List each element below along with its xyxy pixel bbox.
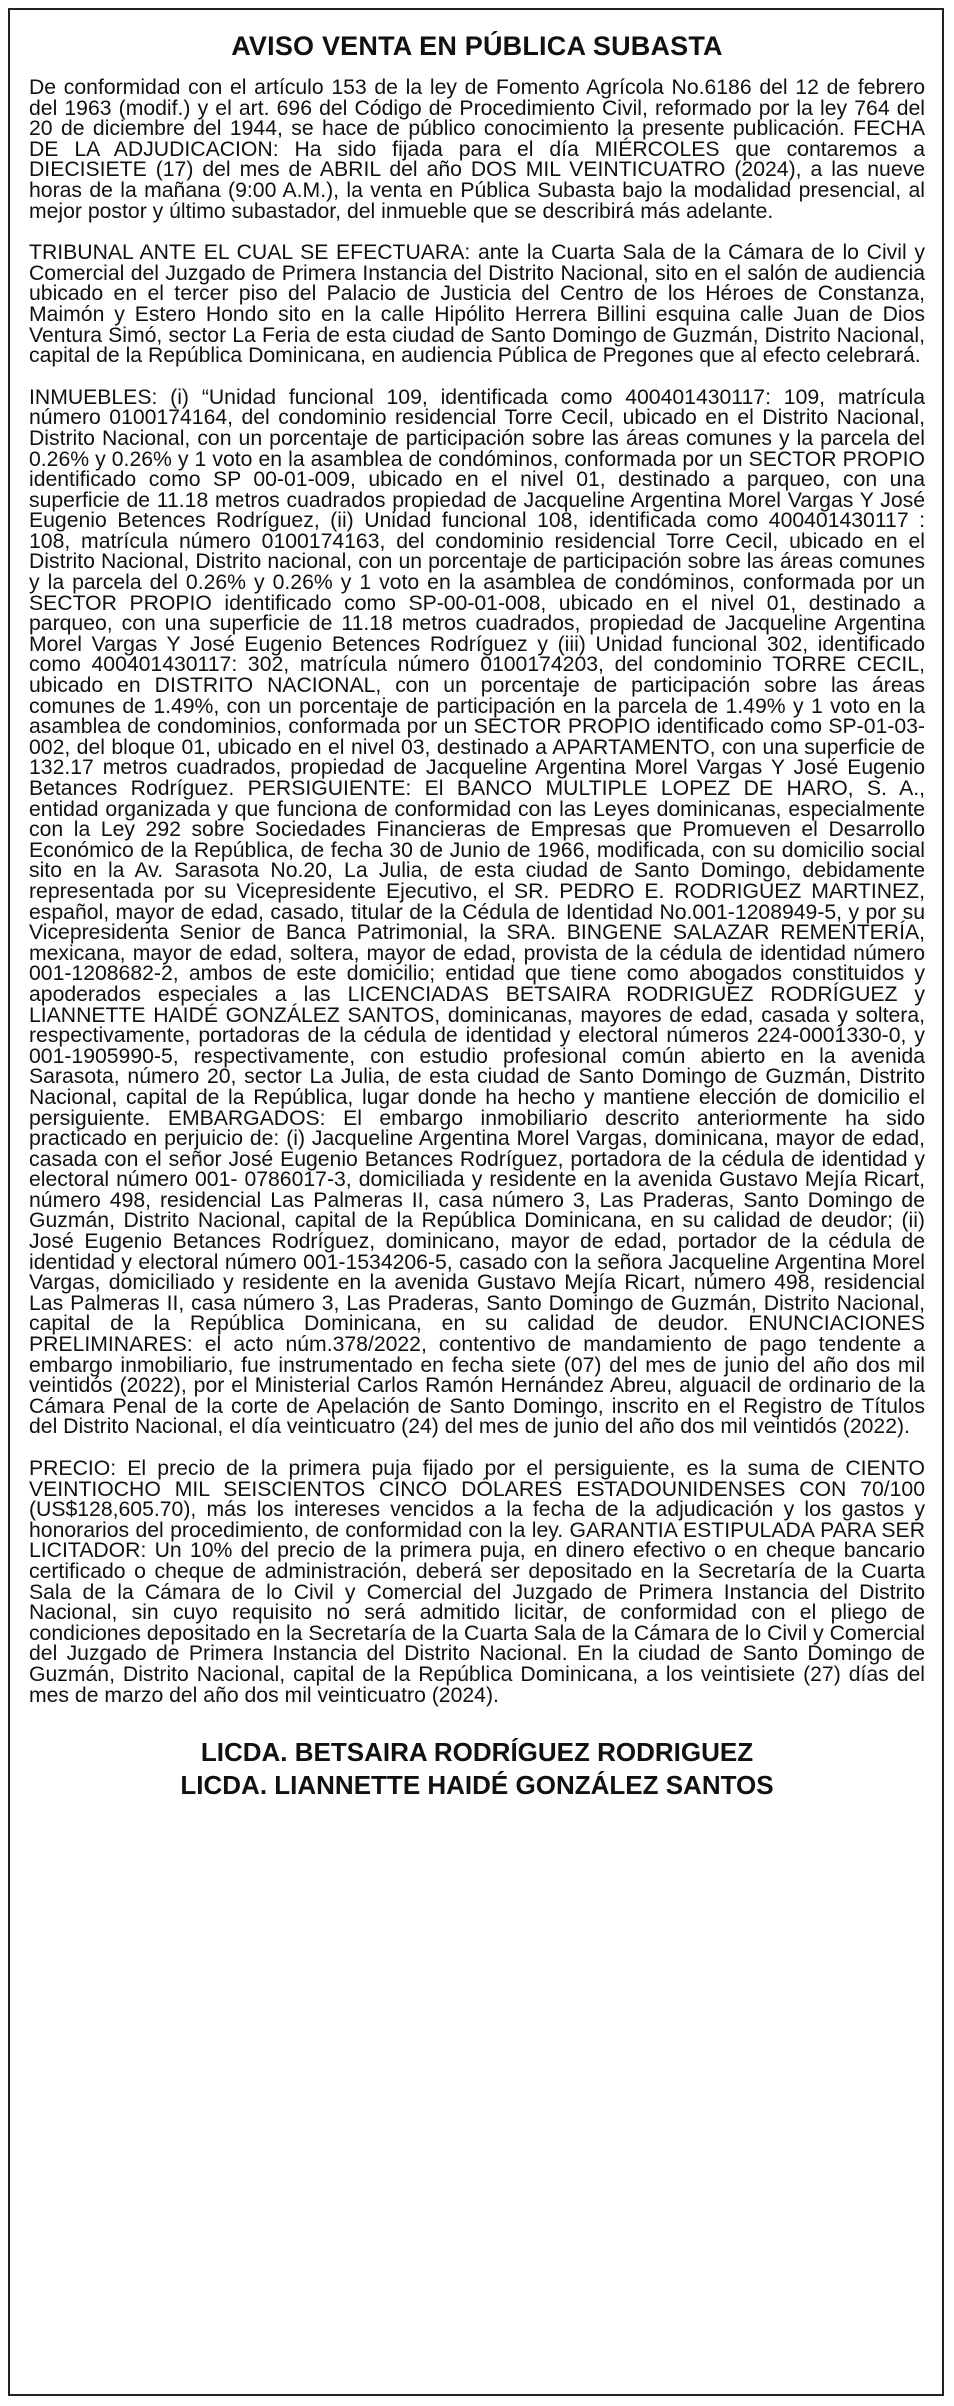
paragraph-adjudication: De conformidad con el artículo 153 de la ley de Fomento Agrícola No.6186 del 12 de febrero del 1963 (modif.) y el art. 696 del Código de Procedimiento Civil, reformado por la ley 764 del 20 de diciembre del 1944, se hace de público conocimiento la presente publicación. FECHA DE LA ADJUDICACION: Ha sido fijada para el día MIÉRCOLES que contaremos a DIECISIETE (17) del mes de ABRIL del año DOS MIL VEINTICUATRO (2024), a las nueve horas de la mañana (9:00 A.M.), la venta en Pública Subasta bajo la modalidad presencial, al mejor postor y último subastador, del inmueble que se describirá más adelante.	[29, 76, 925, 223]
notice-title: AVISO VENTA EN PÚBLICA SUBASTA	[231, 31, 723, 61]
notice-content	[29, 28, 925, 1802]
signature-line-2: LICDA. LIANNETTE HAIDÉ GONZÁLEZ SANTOS	[180, 1770, 774, 1801]
paragraph-tribunal: TRIBUNAL ANTE EL CUAL SE EFECTUARA: ante la Cuarta Sala de la Cámara de lo Civil y Comercial del Juzgado de Primera Instancia del Distrito Nacional, sito en el salón de audiencia ubicado en el tercer piso del Palacio de Justicia del Centro de los Héroes de Constanza, Maimón y Estero Hondo sito en la calle Hipólito Herrera Billini esquina calle Juan de Dios Ventura Simó, sector La Feria de esta ciudad de Santo Domingo de Guzmán, Distrito Nacional, capital de la República Dominicana, en audiencia Pública de Pregones que al efecto celebrará.	[29, 241, 925, 368]
notice-frame	[8, 8, 944, 2396]
paragraph-inmuebles: INMUEBLES: (i) “Unidad funcional 109, identificada como 400401430117: 109, matrícula número 0100174164, del condominio residencial Torre Cecil, ubicado en el Distrito Nacional, Distrito Nacional, con un porcentaje de participación sobre las áreas comunes y la parcela del 0.26% y 0.26% y 1 voto en la asamblea de condóminos, conformada por un SECTOR PROPIO identificado como SP 00-01-009, ubicado en el nivel 01, destinado a parqueo, con una superficie de 11.18 metros cuadrados propiedad de Jacqueline Argentina Morel Vargas Y José Eugenio Betences Rodríguez, (ii) Unidad funcional 108, identificada como 400401430117 : 108, matrícula número 0100174163, del condominio residencial Torre Cecil, ubicado en el Distrito Nacional, Distrito nacional, con un porcentaje de participación sobre las áreas comunes y la parcela del 0.26% y 0.26% y 1 voto en la asamblea de condóminos, conformada por un SECTOR PROPIO identificado como SP-00-01-008, ubicado en el nivel 01, destinado a parqueo, con una superficie de 11.18 metros cuadrados, propiedad de Jacqueline Argentina Morel Vargas Y José Eugenio Betences Rodríguez y (iii) Unidad funcional 302, identificado como 400401430117: 302, matrícula número 0100174203, del condominio TORRE CECIL, ubicado en DISTRITO NACIONAL, con un porcentaje de participación sobre las áreas comunes de 1.49%, con un porcentaje de participación en la parcela de 1.49% y 1 voto en la asamblea de condominios, conformada por un SECTOR PROPIO identificado como SP-01-03-002, del bloque 01, ubicado en el nivel 03, destinado a APARTAMENTO, con una superficie de 132.17 metros cuadrados, propiedad de Jacqueline Argentina Morel Vargas Y José Eugenio Betances Rodríguez. PERSIGUIENTE: El BANCO MULTIPLE LOPEZ DE HARO, S. A., entidad organizada y que funciona de conformidad con las Leyes dominicanas, especialmente con la Ley 292 sobre Sociedades Financieras de Empresas que Promueven el Desarrollo Económico de la República, de fecha 30 de Junio de 1966, modificada, con su domicilio social sito en la Av. Sarasota No.20, La Julia, de esta ciudad de Santo Domingo, debidamente representada por su Vicepresidente Ejecutivo, el SR. PEDRO E. RODRIGUEZ MARTINEZ, español, mayor de edad, casado, titular de la Cédula de Identidad No.001-1208949-5, y por su Vicepresidenta Senior de Banca Patrimonial, la SRA. BINGENE SALAZAR REMENTERÍA, mexicana, mayor de edad, soltera, mayor de edad, provista de la cédula de identidad número 001-1208682-2, ambos de este domicilio; entidad que tiene como abogados constituidos y apoderados especiales a las LICENCIADAS BETSAIRA RODRIGUEZ RODRÍGUEZ y LIANNETTE HAIDÉ GONZÁLEZ SANTOS, dominicanas, mayores de edad, casada y soltera, respectivamente, portadoras de la cédula de identidad y electoral números 224-0001330-0, y 001-1905990-5, respectivamente, con estudio profesional común abierto en la avenida Sarasota, número 20, sector La Julia, de esta ciudad de Santo Domingo de Guzmán, Distrito Nacional, capital de la República, lugar donde ha hecho y mantiene elección de domicilio el persiguiente. EMBARGADOS: El embargo inmobiliario descrito anteriormente ha sido practicado en perjuicio de: (i) Jacqueline Argentina Morel Vargas, dominicana, mayor de edad, casada con el señor José Eugenio Betances Rodríguez, portadora de la cédula de identidad y electoral número 001- 0786017-3, domiciliada y residente en la avenida Gustavo Mejía Ricart, número 498, residencial Las Palmeras II, casa número 3, Las Praderas, Santo Domingo de Guzmán, Distrito Nacional, capital de la República Dominicana, en su calidad de deudor; (ii) José Eugenio Betances Rodríguez, dominicano, mayor de edad, portador de la cédula de identidad y electoral número 001-1534206-5, casado con la señora Jacqueline Argentina Morel Vargas, domiciliado y residente en la avenida Gustavo Mejía Ricart, número 498, residencial Las Palmeras II, casa número 3, Las Praderas, Santo Domingo de Guzmán, Distrito Nacional, capital de la República Dominicana, en su calidad de deudor. ENUNCIACIONES PRELIMINARES: el acto núm.378/2022, contentivo de mandamiento de pago tendente a embargo inmobiliario, fue instrumentado en fecha siete (07) del mes de junio del año dos mil veintidós (2022), por el Ministerial Carlos Ramón Hernández Abreu, alguacil de ordinario de la Cámara Penal de la corte de Apelación de Santo Domingo, inscrito en el Registro de Títulos del Distrito Nacional, el día veinticuatro (24) del mes de junio del año dos mil veintidós (2022).	[29, 385, 925, 1439]
paragraph-precio: PRECIO: El precio de la primera puja fijado por el persiguiente, es la suma de CIENTO VEINTIOCHO MIL SEISCIENTOS CINCO DÓLARES ESTADOUNIDENSES CON 70/100 (US$128,605.70), más los intereses vencidos a la fecha de la adjudicación y los gastos y honorarios del procedimiento, de conformidad con la ley. GARANTIA ESTIPULADA PARA SER LICITADOR: Un 10% del precio de la primera puja, en dinero efectivo o en cheque bancario certificado o cheque de administración, deberá ser depositado en la Secretaría de la Cuarta Sala de la Cámara de lo Civil y Comercial del Juzgado de Primera Instancia del Distrito Nacional, sin cuyo requisito no será admitido licitar, de conformidad con el pliego de condiciones depositado en la Secretaría de la Cuarta Sala de la Cámara de lo Civil y Comercial del Juzgado de Primera Instancia del Distrito Nacional. En la ciudad de Santo Domingo de Guzmán, Distrito Nacional, capital de la República Dominicana, a los veintisiete (27) días del mes de marzo del año dos mil veinticuatro (2024).	[29, 1457, 925, 1707]
signature-block	[29, 1736, 925, 1802]
signature-line-1: LICDA. BETSAIRA RODRÍGUEZ RODRIGUEZ	[200, 1737, 754, 1768]
